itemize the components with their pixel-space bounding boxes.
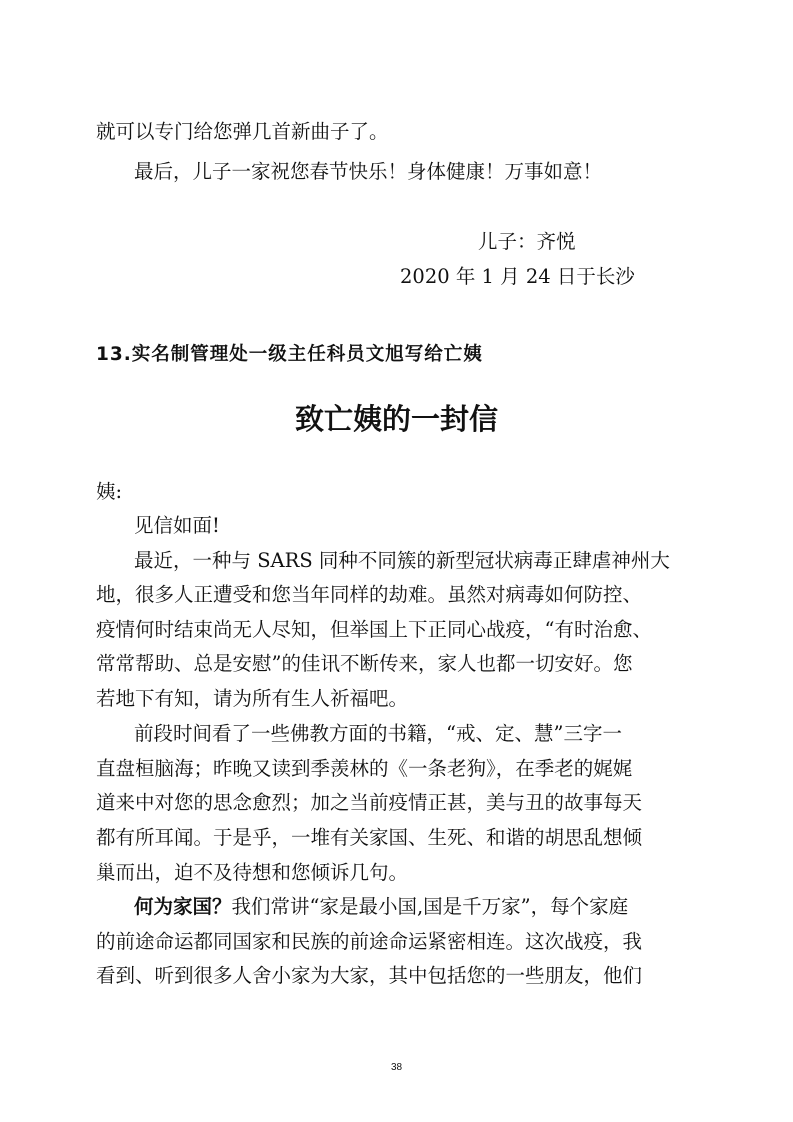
salutation: 姨:	[96, 480, 123, 503]
paragraph-line	[134, 897, 628, 917]
paragraph-line: 最近，一种与 SARS 同种不同簇的新型冠状病毒正肆虐神州大	[134, 549, 670, 572]
paragraph-line: 疫情何时结束尚无人尽知，但举国上下正同心战疫，“有时治愈、	[96, 618, 652, 641]
paragraph-text: 我们常讲“家是最小国,国是千万家”，每个家庭	[231, 895, 629, 918]
paragraph-line: 直盘桓脑海；昨晚又读到季羡林的《一条老狗》，在季老的娓娓	[96, 757, 633, 780]
section-heading: 13.实名制管理处一级主任科员文旭写给亡姨	[96, 344, 483, 365]
paragraph-line: 地，很多人正遭受和您当年同样的劫难。虽然对病毒如何防控、	[96, 583, 643, 606]
signature: 儿子：齐悦	[478, 230, 576, 253]
paragraph-line: 巢而出，迫不及待想和您倾诉几句。	[96, 861, 409, 884]
closing-wishes: 最后，儿子一家祝您春节快乐！身体健康！万事如意！	[134, 160, 603, 183]
date-place: 2020 年 1 月 24 日于长沙	[400, 265, 635, 288]
paragraph-line: 若地下有知，请为所有生人祈福吧。	[96, 687, 409, 710]
paragraph-line: 前段时间看了一些佛教方面的书籍，“戒、定、慧”三字一	[134, 722, 622, 745]
bold-lead-phrase: 何为家国？	[134, 895, 232, 918]
paragraph-line: 常常帮助、总是安慰”的佳讯不断传来，家人也都一切安好。您	[96, 652, 633, 675]
body-text-line: 就可以专门给您弹几首新曲子了。	[96, 120, 389, 143]
paragraph-line: 都有所耳闻。于是乎，一堆有关家国、生死、和谐的胡思乱想倾	[96, 826, 643, 849]
paragraph-line: 的前途命运都同国家和民族的前途命运紧密相连。这次战疫，我	[96, 930, 643, 953]
paragraph-line: 道来中对您的思念愈烈；加之当前疫情正甚，美与丑的故事每天	[96, 791, 643, 814]
letter-title: 致亡姨的一封信	[294, 402, 498, 436]
greeting: 见信如面!	[134, 514, 220, 537]
page-number: 38	[390, 1062, 403, 1073]
paragraph-line: 看到、听到很多人舍小家为大家，其中包括您的一些朋友，他们	[96, 964, 643, 987]
